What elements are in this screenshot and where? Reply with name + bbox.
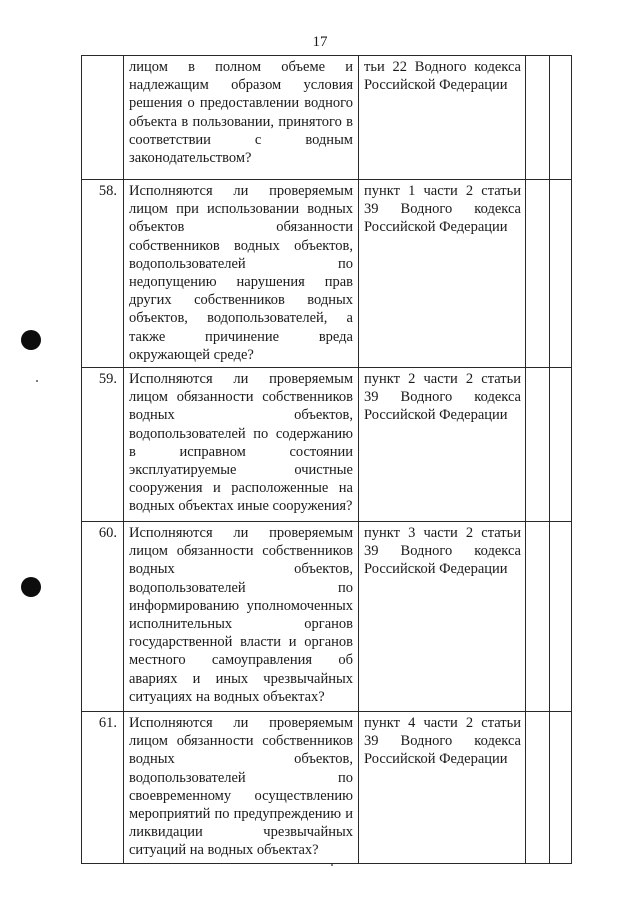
checklist-table	[81, 55, 572, 864]
question-cell: Исполняются ли проверяемым лицом при использовании водных объектов обязанности собственников водных объектов, водопользователей по недопущению нарушения прав других собственников водных объектов, водопользователей, а также причинение вреда окружающей среде?	[124, 180, 359, 368]
scan-speck	[331, 864, 333, 866]
question-cell: Исполняются ли проверяемым лицом обязанности собственников водных объектов, водопользователей по информированию уполномоченных исполнительных органов государственной власти и органов местного самоуправления об авариях и иных чрезвычайных ситуациях на водных объектах?	[124, 522, 359, 712]
row-number	[82, 56, 124, 180]
note-cell	[550, 368, 572, 522]
note-cell	[550, 180, 572, 368]
note-cell	[550, 522, 572, 712]
row-number: 61.	[82, 712, 124, 864]
note-cell	[550, 56, 572, 180]
table-row	[82, 180, 572, 368]
legal-reference-cell: тьи 22 Водного кодекса Российской Федерации	[359, 56, 526, 180]
note-cell	[550, 712, 572, 864]
row-number: 58.	[82, 180, 124, 368]
legal-reference-cell: пункт 1 части 2 статьи 39 Водного кодекса Российской Федерации	[359, 180, 526, 368]
answer-cell	[526, 522, 550, 712]
question-cell: лицом в полном объеме и надлежащим образом условия решения о предоставлении водного объекта в пользовании, принятого в соответствии с водным законодательством?	[124, 56, 359, 180]
question-cell: Исполняются ли проверяемым лицом обязанности собственников водных объектов, водопользователей по своевременному осуществлению мероприятий по предупреждению и ликвидации чрезвычайных ситуаций на водных объектах?	[124, 712, 359, 864]
legal-reference-cell: пункт 3 части 2 статьи 39 Водного кодекса Российской Федерации	[359, 522, 526, 712]
question-cell: Исполняются ли проверяемым лицом обязанности собственников водных объектов, водопользователей по содержанию в исправном состоянии эксплуатируемые очистные сооружения и расположенные на водных объектах иные сооружения?	[124, 368, 359, 522]
answer-cell	[526, 712, 550, 864]
table-row	[82, 368, 572, 522]
scan-speck	[36, 380, 38, 382]
row-number: 60.	[82, 522, 124, 712]
legal-reference-cell: пункт 2 части 2 статьи 39 Водного кодекса Российской Федерации	[359, 368, 526, 522]
legal-reference-cell: пункт 4 части 2 статьи 39 Водного кодекса Российской Федерации	[359, 712, 526, 864]
answer-cell	[526, 56, 550, 180]
punch-hole-mark	[21, 577, 41, 597]
answer-cell	[526, 180, 550, 368]
table-row	[82, 522, 572, 712]
punch-hole-mark	[21, 330, 41, 350]
row-number: 59.	[82, 368, 124, 522]
table-row	[82, 712, 572, 864]
table-row	[82, 56, 572, 180]
page-number: 17	[312, 34, 328, 50]
answer-cell	[526, 368, 550, 522]
